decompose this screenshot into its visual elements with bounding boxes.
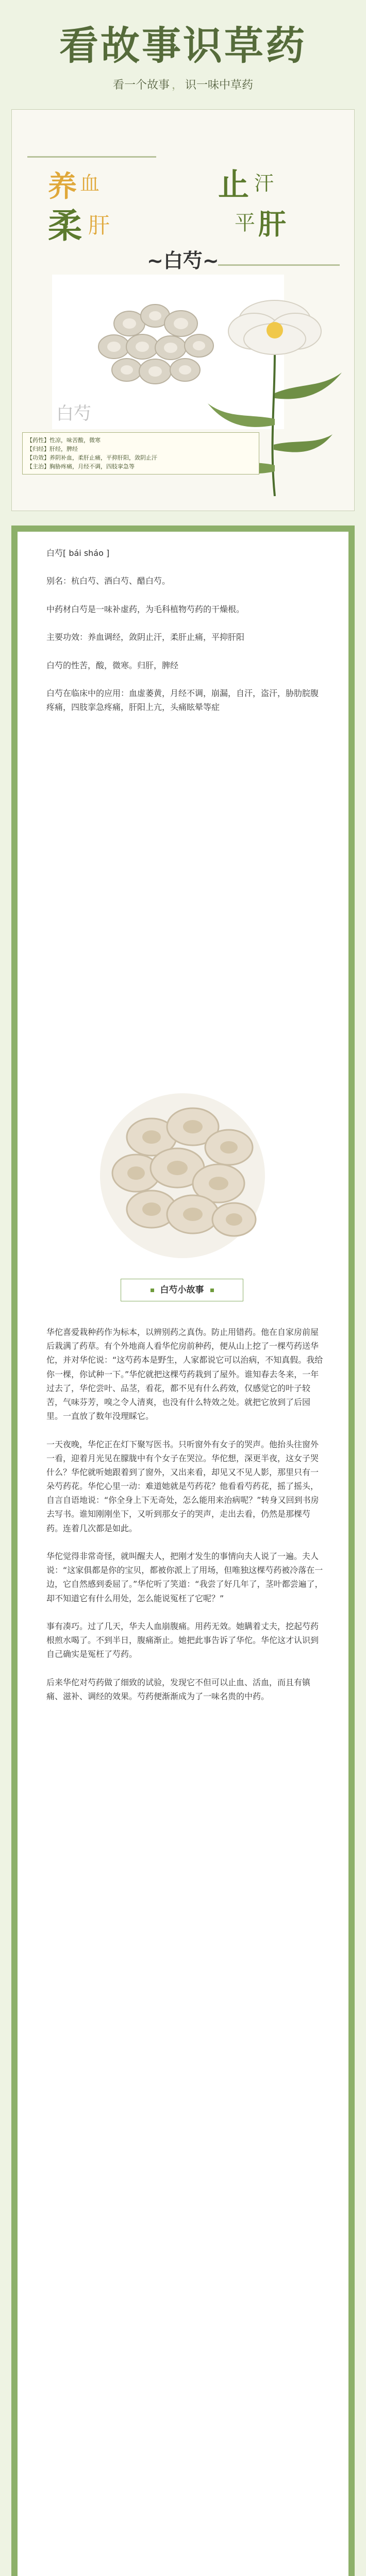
effect-word-zhi: 止 (218, 167, 249, 203)
intro-card (11, 109, 355, 511)
paragraph: 白芍在临床中的应用：血虚萎黄，月经不调，崩漏，自汗，盗汗，胁肋脘腹疼痛，四肢挛急疼痛，肝阳上亢，头痛眩晕等症 (46, 688, 319, 713)
section-heading-text: 白芍小故事 (160, 1285, 204, 1295)
paragraph: 一天夜晚，华佗正在灯下聚写医书。只听窗外有女子的哭声。他抬头往窗外一看，迎着月光见在朦胧中有个女子在哭泣。华佗想，深更半夜，这女子哭什么？华佗就听她跟着到了窗外，又出来看，却见又不见人影，那里只有一朵芍药花。华佗心里一动：难道她就是芍药花？他看看芍药花，摇了摇头，自言自语地说：“你全身上下无奇处，怎么能用来治病呢？”转身又回到书房去写书。谁知刚刚坐下，又听到那女子的哭声，走出去看，仍然是那棵芍药。连着几次都是如此。 (46, 1439, 319, 1533)
decor-line-right (218, 264, 340, 266)
paragraph: 白芍[ bái sháo ] (46, 548, 110, 558)
paragraph: 别名：杭白芍、酒白芍、醋白芍。 (46, 576, 171, 586)
effect-word-ping: 平 (235, 211, 255, 235)
effect-word-rou: 柔 (48, 206, 82, 246)
story-text (46, 1325, 326, 1703)
effect-word-yang: 养 (48, 170, 77, 204)
herb-info-box (22, 432, 259, 474)
paragraph: 后来华佗对芍药做了细致的试验，发现它不但可以止血、活血，而且有镇痛、滋补、调经的效果。芍药便渐渐成为了一味名贵的中药。 (46, 1677, 311, 1701)
effect-word-gan-2: 肝 (258, 208, 286, 241)
info-line: 【功效】养阴补血，柔肝止痛，平抑肝阳，敛阴止汗 (27, 454, 157, 461)
decor-line-left (27, 156, 156, 158)
article-body (18, 532, 348, 2576)
paragraph: 华佗喜爱栽种药作为标本，以辨别药之真伪。防止用错药。他在自家房前屋后栽满了药草。有个外地商人看华佗房前种药，便从山上挖了一棵芍药送华佗，并对华佗说：“这芍药本是野生，人家都说它可以治病，不知真假。我给你一棵，你试种一下。”华佗就把这棵芍药栽到了屋外。谁知春去冬来，一年过去了，华佗尝叶、品茎，看花，都不见有什么药效，仅感觉它的叶子较苦，气味芬芳，嗅之令人清爽，也没有什么特效之处。就把它放到了后园里。一直放了数年没理睬它。 (46, 1327, 323, 1421)
herb-name: ~白芍~ (147, 249, 219, 272)
paragraph: 白芍的性苦，酸，微寒。归肝，脾经 (46, 660, 179, 670)
info-line: 【药性】性凉，味苦酸，微寒 (27, 437, 101, 444)
effect-word-xue: 血 (80, 172, 100, 195)
photo-label: 白芍 (56, 403, 91, 424)
paragraph: 华佗觉得非常奇怪，就叫醒夫人，把刚才发生的事情向夫人说了一遍。夫人说：“这家俱都是你的宝贝，都被你派上了用场，但唯独这棵芍药被冷落在一边，它自然感到委屈了。”华佗听了笑道：“我尝了好几年了，茎叶都尝遍了，却不知道它有什么用处，怎么能说冤枉了它呢？” (46, 1551, 323, 1603)
article-panel (11, 526, 355, 2576)
bullet-square-icon (151, 1289, 154, 1292)
section-heading-story (121, 1279, 243, 1301)
effect-word-gan-1: 肝 (88, 213, 110, 238)
paragraph: 事有凑巧。过了几天，华夫人血崩腹痛。用药无效。她瞒着丈夫，挖起芍药根煎水喝了。不到半日，腹痛渐止。她把此事告诉了华佗。华佗这才认识到自己确实是冤枉了芍药。 (46, 1621, 319, 1659)
intro-text (46, 546, 326, 714)
subtitle-left: 看一个故事 (112, 79, 170, 92)
subtitle-right: 识一味中草药 (185, 79, 254, 92)
info-line: 【主治】胸胁疼痛，月经不调，四肢挛急等 (27, 463, 135, 470)
paragraph: 主要功效：养血调经，敛阴止汗，柔肝止痛，平抑肝阳 (46, 632, 245, 642)
effect-word-han: 汗 (254, 172, 274, 195)
page-title: 看故事识草药 (59, 23, 307, 69)
subtitle-separator: ， (171, 79, 183, 92)
paragraph: 中药材白芍是一味补虚药，为毛科植物芍药的干燥根。 (46, 604, 245, 614)
info-line: 【归经】肝经，脾经 (27, 446, 78, 452)
bullet-square-icon (210, 1289, 214, 1292)
page-subtitle (0, 76, 366, 92)
herb-slices-pile-image (90, 1091, 275, 1261)
